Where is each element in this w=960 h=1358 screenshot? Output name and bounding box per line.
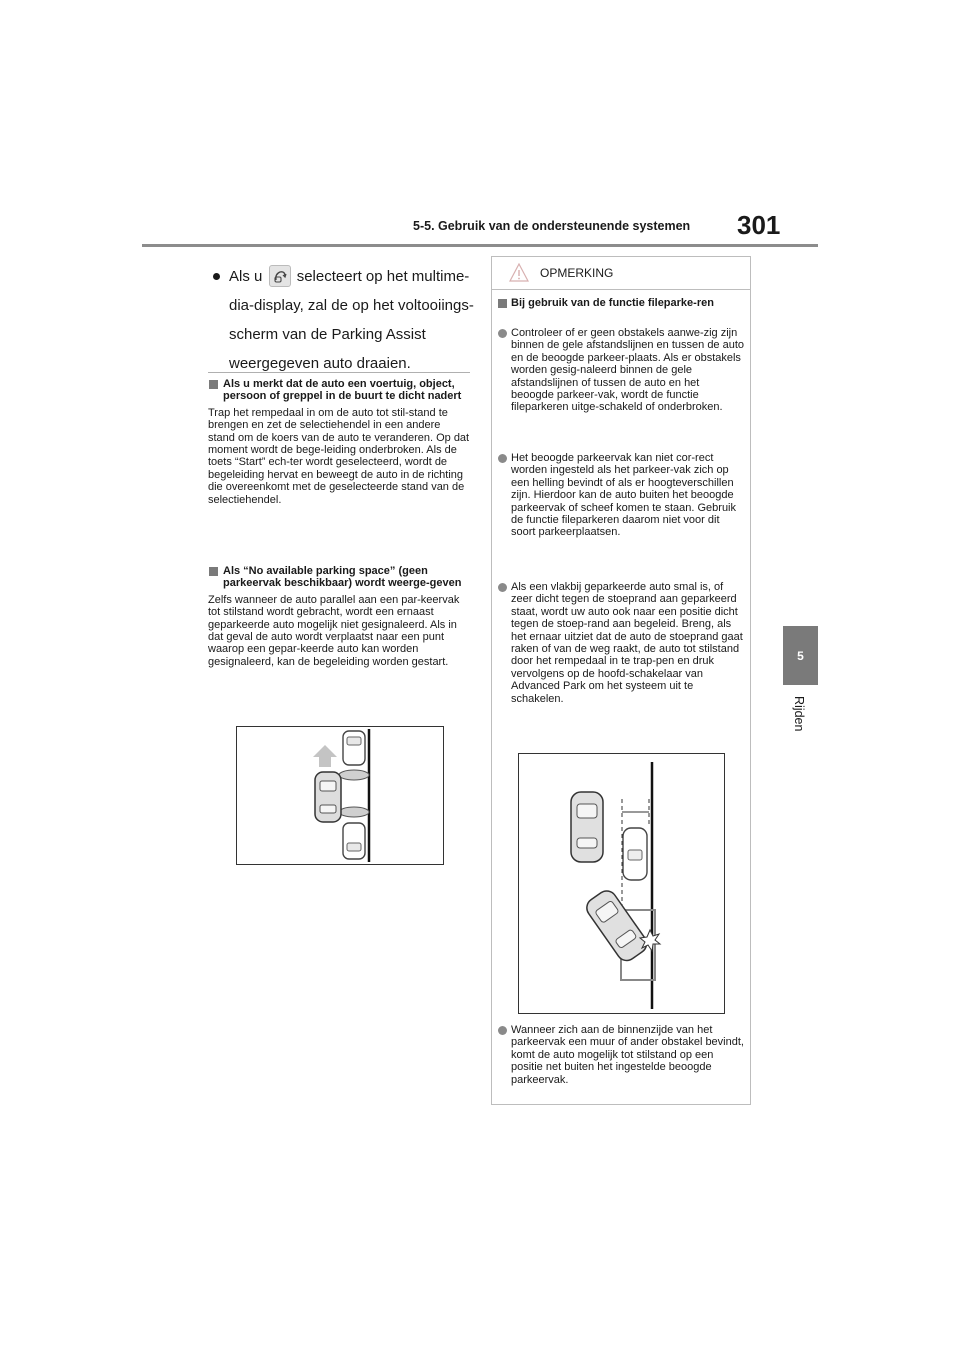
square-bullet-icon [209, 380, 218, 389]
lead-line: weergegeven auto draaien. [229, 355, 411, 372]
note-item: Wanneer zich aan de binnenzijde van het parkeervak een muur of ander obstakel bevindt, komt de auto mogelijk tot stilstand op een positie net buiten het ingestelde beoogde parkeervak. [498, 1024, 744, 1086]
lead-line: dia-display, zal de op het voltooiings- [229, 297, 474, 314]
chapter-label: Rijden [792, 696, 806, 732]
divider [208, 372, 470, 373]
lead-text-2: selecteert op het multime- [296, 268, 470, 285]
section-title: 5-5. Gebruik van de ondersteunende systemen [413, 219, 691, 233]
section-body: Zelfs wanneer de auto parallel aan een par-keervak tot stilstand wordt gebracht, wordt een ernaast geparkeerde auto mogelijk niet gesignaleerd. Als in dat geval de auto wordt verplaatst naar een punt waarop een gepar-keerde auto kan worden gesignaleerd, kan de begeleiding worden gestart. [208, 593, 460, 668]
figure-curb-warning [518, 753, 725, 1014]
bullet-dot [498, 583, 507, 592]
chapter-number: 5 [797, 648, 804, 663]
lead-line: scherm van de Parking Assist [229, 326, 426, 343]
note-item: Als een vlakbij geparkeerde auto smal is, of zeer dicht tegen de stoeprand aan geparkeerd staat, wordt uw auto ook naar een positie dicht tegen de stoep-rand aan begeleid. Breng, als het ernaar uitziet dat de auto de stoeprand gaat raken of van de weg raakt, de auto tot stilstand door het rempedaal in te trap-pen en druk vervolgens op de hoofd-schakelaar van Advanced Park om het systeem uit te schakelen. [498, 581, 744, 705]
section-body: Trap het rempedaal in om de auto tot stil-stand te brengen en zet de selectiehendel in een andere stand om de koers van de auto te veranderen. Op dat moment wordt de bege-leiding onderbroken. Als de toets “Start” ech-ter wordt geselecteerd, wordt de begeleiding hervat en beweegt de auto in de richting die overeenkomt met de geselecteerde stand van de selectiehendel. [208, 406, 470, 506]
warning-icon [509, 263, 529, 282]
page-number: 301 [737, 210, 781, 240]
square-bullet-icon [498, 299, 507, 308]
note-item: Het beoogde parkeervak kan niet cor-rect worden ingesteld als het parkeer-vak zich op een helling bevindt of als er hoogteverschillen zijn. Hierdoor kan de auto buiten het beoogde parkeervak of scheef komen te staan. Gebruik de functie fileparkeren daarom niet voor dit soort parkeerplaatsen. [498, 452, 744, 539]
section-heading: Als u merkt dat de auto een voertuig, object, persoon of greppel in de buurt te dicht nadert [208, 378, 470, 403]
bullet-dot [213, 273, 220, 280]
note-subheading: Bij gebruik van de functie fileparke-ren [498, 297, 744, 309]
note-item: Controleer of er geen obstakels aanwe-zig zijn binnen de gele afstandslijnen en tussen de auto en de beoogde parkeer-plaats. Als er obstakels worden gesig-naleerd binnen de gele afstandslijnen of tussen de auto en het beoogde parkeer-vak, wordt de functie fileparkeren uitge-schakeld of onderbroken. [498, 327, 744, 414]
note-heading: OPMERKING [540, 266, 614, 280]
lead-bullet [213, 265, 475, 381]
bullet-dot [498, 1026, 507, 1035]
section-heading: Als “No available parking space” (geen parkeervak beschikbaar) wordt weerge-geven [208, 565, 470, 590]
note-box [491, 256, 751, 1105]
figure-parallel-parking [236, 726, 444, 865]
chapter-tab [783, 626, 818, 685]
section-vehicle-near [208, 378, 470, 506]
car-rotate-icon [269, 265, 291, 287]
note-header [492, 257, 750, 289]
bullet-dot [498, 454, 507, 463]
note-rule [492, 289, 750, 290]
header-rule [142, 244, 818, 247]
bullet-dot [498, 329, 507, 338]
section-no-space [208, 565, 470, 668]
square-bullet-icon [209, 567, 218, 576]
lead-text-1: Als u [229, 268, 263, 285]
